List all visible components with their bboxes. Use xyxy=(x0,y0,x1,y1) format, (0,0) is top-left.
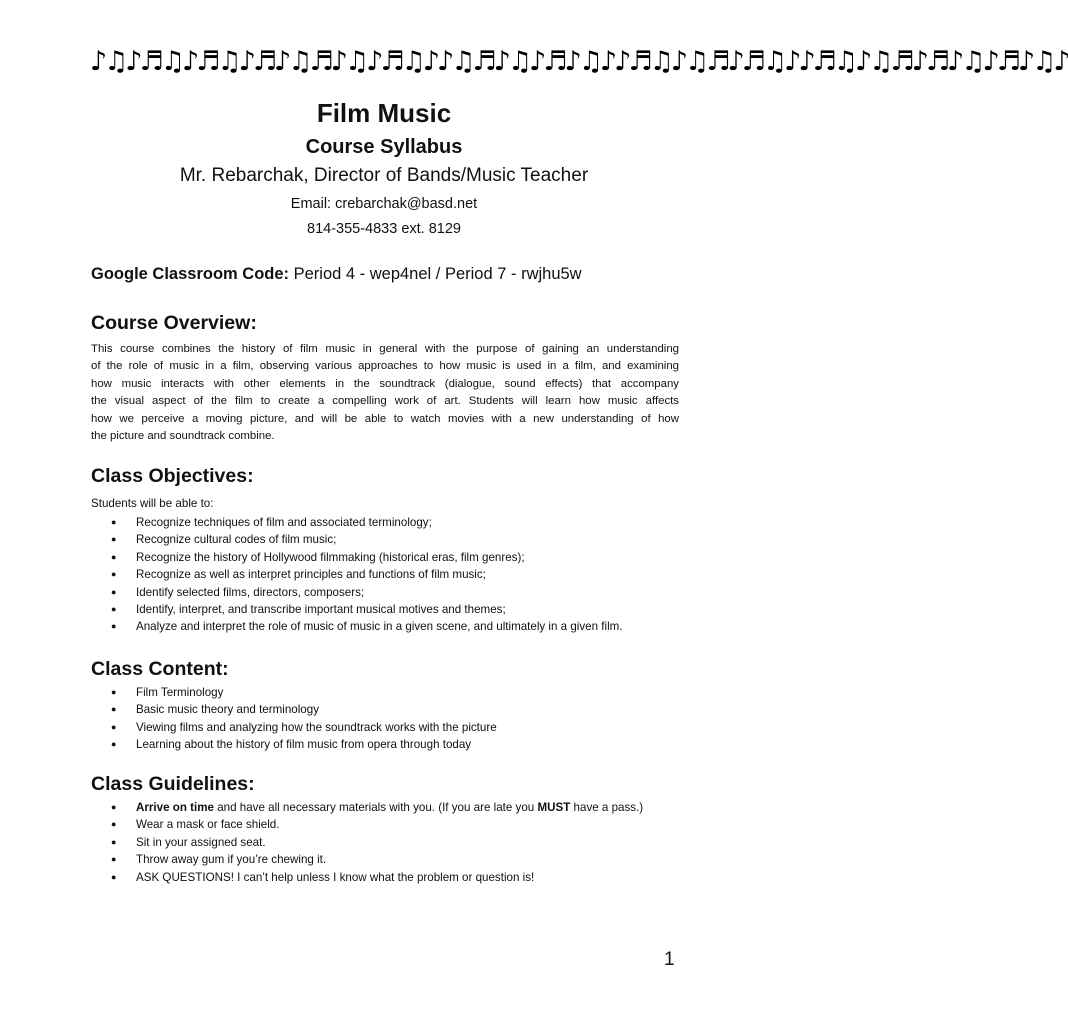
overview-line: how we perceive a moving picture, and will be able to watch movies with a new understanding of how xyxy=(91,412,679,425)
teacher-phone: 814-355-4833 ext. 8129 xyxy=(307,221,461,237)
list-item: ● Film Terminology xyxy=(91,684,681,701)
music-notes-border-icon: ♪♫♪♬♫♪♬♫♪♬♪♫♬♪♫♪♬♫♪♪♫♬♪♫♪♬♪♫♪♪♬♫♪♫♬♪♬♫♪♪♬♫♪♫♬♪♬♪♫♪♬♪♫♪ xyxy=(90,46,1068,77)
page-number: 1 xyxy=(664,949,675,970)
overview-line: of the role of music in a film, observing various approaches to how music is used in a film, and examining xyxy=(91,360,679,373)
list-item: ● ASK QUESTIONS! I can’t help unless I know what the problem or question is! xyxy=(91,869,681,886)
page-title: Film Music xyxy=(316,98,452,128)
google-classroom-label: Google Classroom Code: xyxy=(91,265,290,283)
class-objectives-heading: Class Objectives: xyxy=(91,465,254,487)
class-guidelines-heading: Class Guidelines: xyxy=(91,773,255,795)
google-classroom-value: Period 4 - wep4nel / Period 7 - rwjhu5w xyxy=(289,265,582,283)
content-list xyxy=(91,684,681,754)
list-item: ● Sit in your assigned seat. xyxy=(91,834,681,851)
list-item: ● Viewing films and analyzing how the soundtrack works with the picture xyxy=(91,719,681,736)
list-item: ● Identify selected films, directors, composers; xyxy=(91,584,681,601)
teacher-email: Email: crebarchak@basd.net xyxy=(290,196,478,212)
objectives-intro: Students will be able to: xyxy=(91,497,214,510)
course-overview-paragraph xyxy=(91,341,679,445)
guideline-text: and have all necessary materials with you. (If you are late you xyxy=(213,801,538,814)
list-item: ● Identify, interpret, and transcribe important musical motives and themes; xyxy=(91,601,681,618)
overview-line: the visual aspect of the film to create a compelling work of art. Students will learn how music affects xyxy=(91,395,679,408)
list-item: ● Recognize techniques of film and associated terminology; xyxy=(91,514,681,531)
guideline-text: have a pass.) xyxy=(570,801,644,814)
teacher-name: Mr. Rebarchak, Director of Bands/Music Teacher xyxy=(179,165,589,186)
objectives-list xyxy=(91,514,681,636)
class-content-heading: Class Content: xyxy=(91,658,229,680)
overview-line: This course combines the history of film music in general with the purpose of gaining an understanding xyxy=(91,343,679,355)
google-classroom-code xyxy=(91,262,582,286)
page-subtitle: Course Syllabus xyxy=(305,136,463,158)
overview-line: the picture and soundtrack combine. xyxy=(91,429,275,442)
guideline-bold-arrive: Arrive on time xyxy=(136,801,214,814)
list-item: ● Basic music theory and terminology xyxy=(91,701,681,718)
overview-line: how music interacts with other elements in the soundtrack (dialogue, sound effects) that accompany xyxy=(91,377,679,390)
list-item: ● Throw away gum if you’re chewing it. xyxy=(91,851,681,868)
course-overview-heading: Course Overview: xyxy=(91,312,257,334)
list-item: ● Wear a mask or face shield. xyxy=(91,816,681,833)
guidelines-list xyxy=(91,799,681,886)
list-item: ● Analyze and interpret the role of music of music in a given scene, and ultimately in a given film. xyxy=(91,618,681,635)
list-item: ● Learning about the history of film music from opera through today xyxy=(91,736,681,753)
list-item: ● Recognize cultural codes of film music; xyxy=(91,531,681,548)
guideline-bold-must: MUST xyxy=(537,801,571,814)
list-item xyxy=(91,799,656,816)
list-item: ● Recognize as well as interpret principles and functions of film music; xyxy=(91,566,681,583)
list-item: ● Recognize the history of Hollywood filmmaking (historical eras, film genres); xyxy=(91,549,681,566)
